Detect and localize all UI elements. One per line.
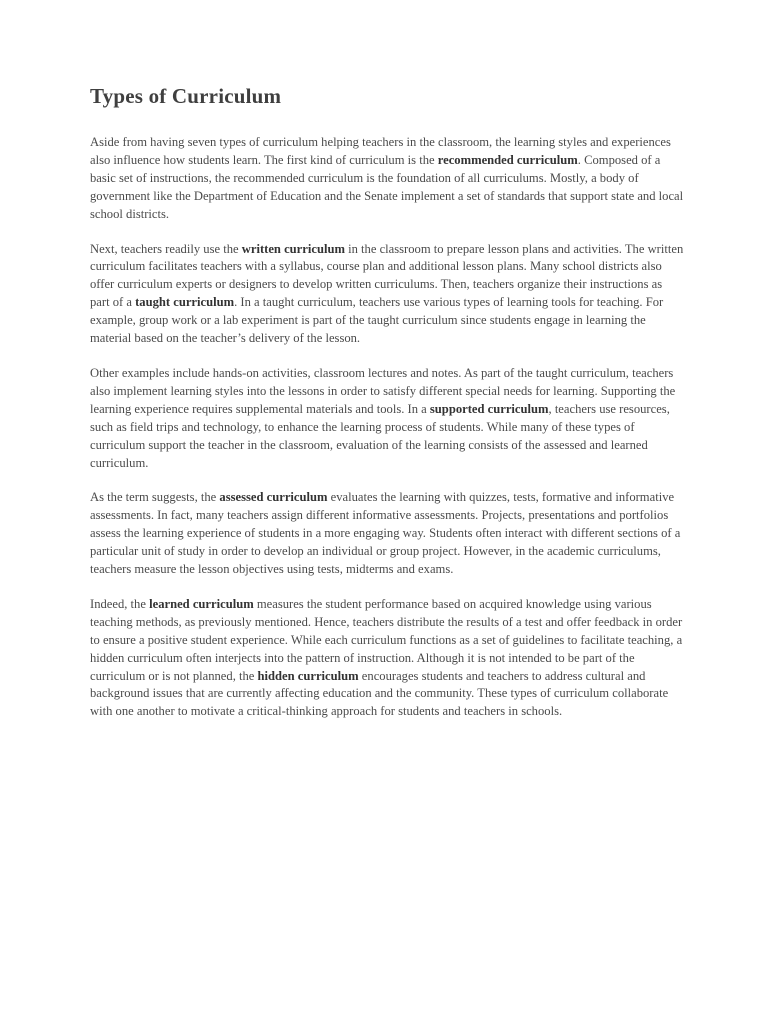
text-run: encourages students and teachers to address cultural and background issues that are currently affecting education and the community. These types of curriculum collaborate with one another to motivate a critical-thinking approach for students and teachers in schools.: [90, 668, 669, 719]
text-run: evaluates the learning with quizzes, tests, formative and informative assessments. In fact, many teachers assign different informative assessments. Projects, presentations and portfolios assess the learning experience of students in a more engaging way. Students often interact with different sections of a particular unit of study in order to develop an individual or group project. However, in the academic curriculums, teachers measure the lesson objectives using tests, midterms and exams.: [90, 490, 681, 577]
text-run: Aside from having seven types of curriculum helping teachers in the classroom, the learning styles and experiences also influence how students learn. The first kind of curriculum is the: [90, 135, 671, 167]
paragraph-4: [90, 489, 684, 579]
text-run: Next, teachers readily use the: [90, 241, 242, 256]
text-run: Indeed, the: [90, 596, 150, 611]
text-run: . In a taught curriculum, teachers use various types of learning tools for teaching. For example, group work or a lab experiment is part of the taught curriculum since students engage in learning the material based on the teacher’s delivery of the lesson.: [90, 295, 664, 346]
text-run: As the term suggests, the: [90, 490, 220, 505]
document-page: [90, 84, 684, 738]
paragraph-1: [90, 134, 684, 224]
bold-term: supported curriculum: [429, 401, 549, 416]
document-title: Types of Curriculum: [90, 84, 282, 108]
document-body: [90, 134, 684, 721]
paragraph-5: [90, 596, 684, 721]
paragraph-2: [90, 241, 684, 348]
text-run: Other examples include hands-on activities, classroom lectures and notes. As part of the taught curriculum, teachers also implement learning styles into the lessons in order to satisfy different special needs for learning. Supporting the learning experience requires supplemental materials and tools. In a: [90, 365, 676, 416]
text-run: in the classroom to prepare lesson plans and activities. The written curriculum facilitates teachers with a syllabus, course plan and additional lesson plans. Many school districts also offer curriculum experts or designers to develop written curriculums. Then, teachers organize their instructions as part of a: [90, 241, 684, 310]
text-run: , teachers use resources, such as field trips and technology, to enhance the learning process of students. While many of these types of curriculum support the teacher in the classroom, evaluation of the learning consists of the assessed and learned curriculum.: [90, 401, 670, 470]
bold-term: learned curriculum: [149, 596, 254, 611]
paragraph-3: [90, 365, 684, 472]
bold-term: hidden curriculum: [257, 668, 359, 683]
bold-term: taught curriculum: [135, 295, 235, 310]
bold-term: assessed curriculum: [219, 490, 328, 505]
text-run: measures the student performance based on acquired knowledge using various teaching methods, as previously mentioned. Hence, teachers distribute the results of a test and offer feedback in order to ensure a positive student experience. While each curriculum functions as a set of guidelines to facilitate teaching, a hidden curriculum often interjects into the pattern of instruction. Although it is not intended to be part of the curriculum or is not planned, the: [90, 596, 683, 683]
bold-term: written curriculum: [241, 241, 345, 256]
text-run: . Composed of a basic set of instructions, the recommended curriculum is the foundation of all curriculums. Mostly, a body of government like the Department of Education and the Senate implement a set of standards that support state and local school districts.: [90, 152, 684, 221]
bold-term: recommended curriculum: [437, 152, 578, 167]
